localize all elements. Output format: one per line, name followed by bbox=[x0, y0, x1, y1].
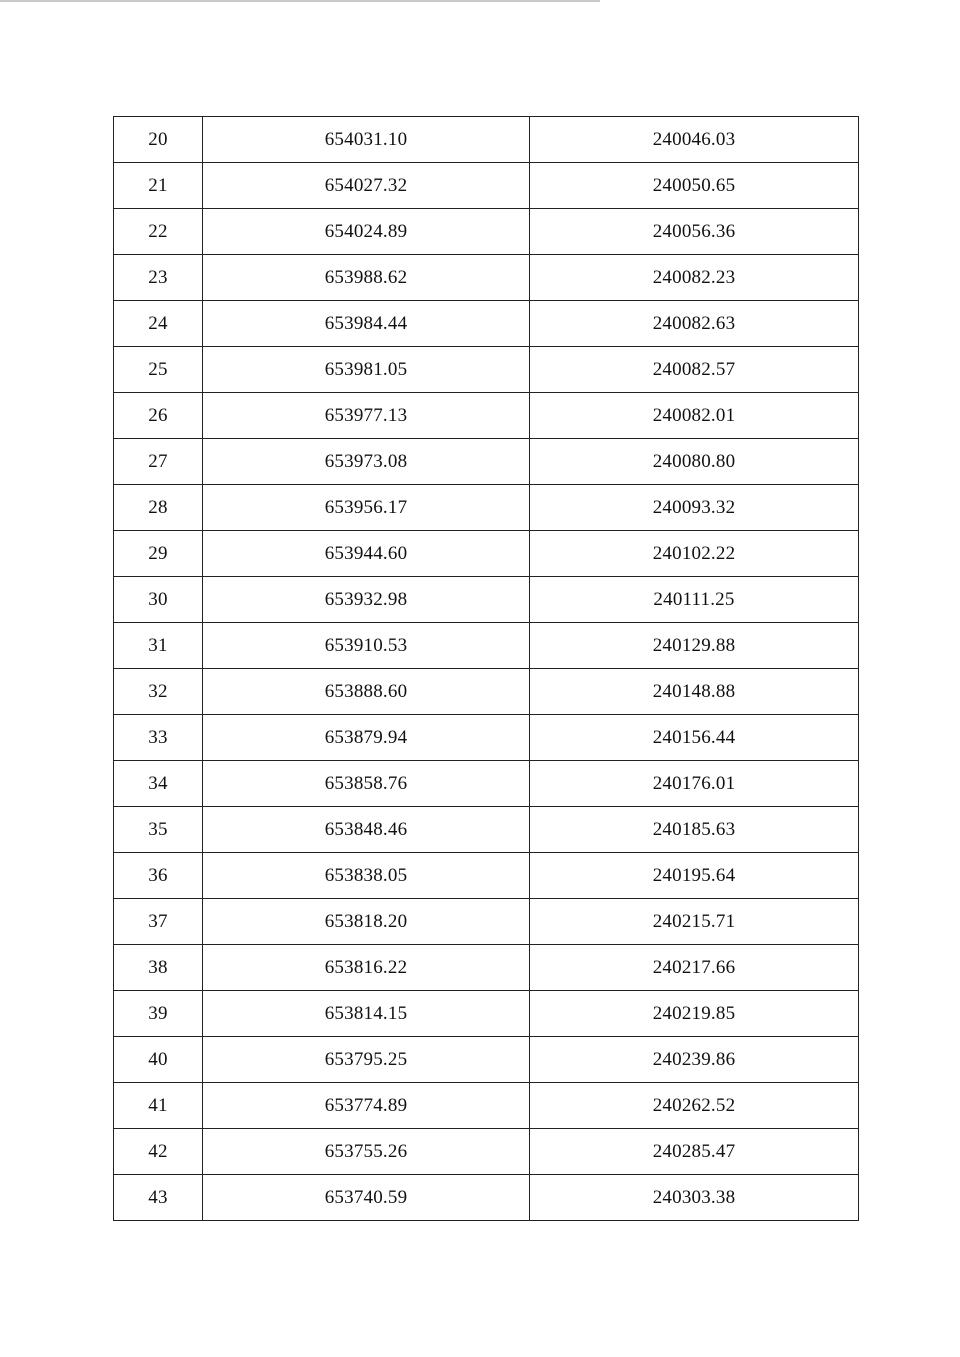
y-coordinate-cell: 240093.32 bbox=[530, 485, 859, 531]
point-number-cell: 31 bbox=[114, 623, 203, 669]
x-coordinate-cell: 653956.17 bbox=[203, 485, 530, 531]
x-coordinate-cell: 653888.60 bbox=[203, 669, 530, 715]
point-number-cell: 37 bbox=[114, 899, 203, 945]
table-row bbox=[114, 393, 859, 439]
table-row bbox=[114, 255, 859, 301]
y-coordinate-cell: 240262.52 bbox=[530, 1083, 859, 1129]
point-number-cell: 22 bbox=[114, 209, 203, 255]
table-row bbox=[114, 899, 859, 945]
y-coordinate-cell: 240082.63 bbox=[530, 301, 859, 347]
table-row bbox=[114, 117, 859, 163]
y-coordinate-cell: 240215.71 bbox=[530, 899, 859, 945]
point-number-cell: 29 bbox=[114, 531, 203, 577]
point-number-cell: 36 bbox=[114, 853, 203, 899]
x-coordinate-cell: 654031.10 bbox=[203, 117, 530, 163]
y-coordinate-cell: 240082.23 bbox=[530, 255, 859, 301]
y-coordinate-cell: 240239.86 bbox=[530, 1037, 859, 1083]
point-number-cell: 40 bbox=[114, 1037, 203, 1083]
point-number-cell: 24 bbox=[114, 301, 203, 347]
x-coordinate-cell: 653818.20 bbox=[203, 899, 530, 945]
table-row bbox=[114, 301, 859, 347]
y-coordinate-cell: 240082.57 bbox=[530, 347, 859, 393]
x-coordinate-cell: 654024.89 bbox=[203, 209, 530, 255]
table-row bbox=[114, 1083, 859, 1129]
point-number-cell: 42 bbox=[114, 1129, 203, 1175]
x-coordinate-cell: 653858.76 bbox=[203, 761, 530, 807]
table-row bbox=[114, 1129, 859, 1175]
table-row bbox=[114, 577, 859, 623]
y-coordinate-cell: 240217.66 bbox=[530, 945, 859, 991]
y-coordinate-cell: 240082.01 bbox=[530, 393, 859, 439]
point-number-cell: 28 bbox=[114, 485, 203, 531]
table-row bbox=[114, 715, 859, 761]
point-number-cell: 33 bbox=[114, 715, 203, 761]
x-coordinate-cell: 653795.25 bbox=[203, 1037, 530, 1083]
table-row bbox=[114, 531, 859, 577]
y-coordinate-cell: 240148.88 bbox=[530, 669, 859, 715]
table-row bbox=[114, 1037, 859, 1083]
point-number-cell: 39 bbox=[114, 991, 203, 1037]
table-row bbox=[114, 347, 859, 393]
point-number-cell: 43 bbox=[114, 1175, 203, 1221]
y-coordinate-cell: 240056.36 bbox=[530, 209, 859, 255]
x-coordinate-cell: 653774.89 bbox=[203, 1083, 530, 1129]
y-coordinate-cell: 240195.64 bbox=[530, 853, 859, 899]
x-coordinate-cell: 653973.08 bbox=[203, 439, 530, 485]
point-number-cell: 20 bbox=[114, 117, 203, 163]
y-coordinate-cell: 240185.63 bbox=[530, 807, 859, 853]
x-coordinate-cell: 653816.22 bbox=[203, 945, 530, 991]
y-coordinate-cell: 240129.88 bbox=[530, 623, 859, 669]
y-coordinate-cell: 240303.38 bbox=[530, 1175, 859, 1221]
x-coordinate-cell: 653755.26 bbox=[203, 1129, 530, 1175]
y-coordinate-cell: 240176.01 bbox=[530, 761, 859, 807]
table-row bbox=[114, 853, 859, 899]
point-number-cell: 34 bbox=[114, 761, 203, 807]
coordinate-table bbox=[113, 116, 859, 1221]
point-number-cell: 21 bbox=[114, 163, 203, 209]
coordinate-table-body bbox=[114, 117, 859, 1221]
y-coordinate-cell: 240219.85 bbox=[530, 991, 859, 1037]
point-number-cell: 23 bbox=[114, 255, 203, 301]
x-coordinate-cell: 653879.94 bbox=[203, 715, 530, 761]
table-row bbox=[114, 807, 859, 853]
table-row bbox=[114, 485, 859, 531]
x-coordinate-cell: 653981.05 bbox=[203, 347, 530, 393]
point-number-cell: 27 bbox=[114, 439, 203, 485]
y-coordinate-cell: 240111.25 bbox=[530, 577, 859, 623]
x-coordinate-cell: 654027.32 bbox=[203, 163, 530, 209]
x-coordinate-cell: 653944.60 bbox=[203, 531, 530, 577]
y-coordinate-cell: 240050.65 bbox=[530, 163, 859, 209]
y-coordinate-cell: 240285.47 bbox=[530, 1129, 859, 1175]
table-row bbox=[114, 669, 859, 715]
y-coordinate-cell: 240046.03 bbox=[530, 117, 859, 163]
x-coordinate-cell: 653910.53 bbox=[203, 623, 530, 669]
table-row bbox=[114, 945, 859, 991]
x-coordinate-cell: 653814.15 bbox=[203, 991, 530, 1037]
table-row bbox=[114, 163, 859, 209]
x-coordinate-cell: 653838.05 bbox=[203, 853, 530, 899]
x-coordinate-cell: 653932.98 bbox=[203, 577, 530, 623]
table-row bbox=[114, 439, 859, 485]
y-coordinate-cell: 240102.22 bbox=[530, 531, 859, 577]
x-coordinate-cell: 653977.13 bbox=[203, 393, 530, 439]
point-number-cell: 38 bbox=[114, 945, 203, 991]
point-number-cell: 25 bbox=[114, 347, 203, 393]
table-row bbox=[114, 761, 859, 807]
x-coordinate-cell: 653984.44 bbox=[203, 301, 530, 347]
table-row bbox=[114, 623, 859, 669]
table-row bbox=[114, 1175, 859, 1221]
x-coordinate-cell: 653740.59 bbox=[203, 1175, 530, 1221]
y-coordinate-cell: 240156.44 bbox=[530, 715, 859, 761]
point-number-cell: 30 bbox=[114, 577, 203, 623]
x-coordinate-cell: 653988.62 bbox=[203, 255, 530, 301]
point-number-cell: 26 bbox=[114, 393, 203, 439]
table-row bbox=[114, 209, 859, 255]
point-number-cell: 35 bbox=[114, 807, 203, 853]
x-coordinate-cell: 653848.46 bbox=[203, 807, 530, 853]
y-coordinate-cell: 240080.80 bbox=[530, 439, 859, 485]
point-number-cell: 32 bbox=[114, 669, 203, 715]
top-border-line bbox=[0, 0, 600, 2]
point-number-cell: 41 bbox=[114, 1083, 203, 1129]
table-row bbox=[114, 991, 859, 1037]
